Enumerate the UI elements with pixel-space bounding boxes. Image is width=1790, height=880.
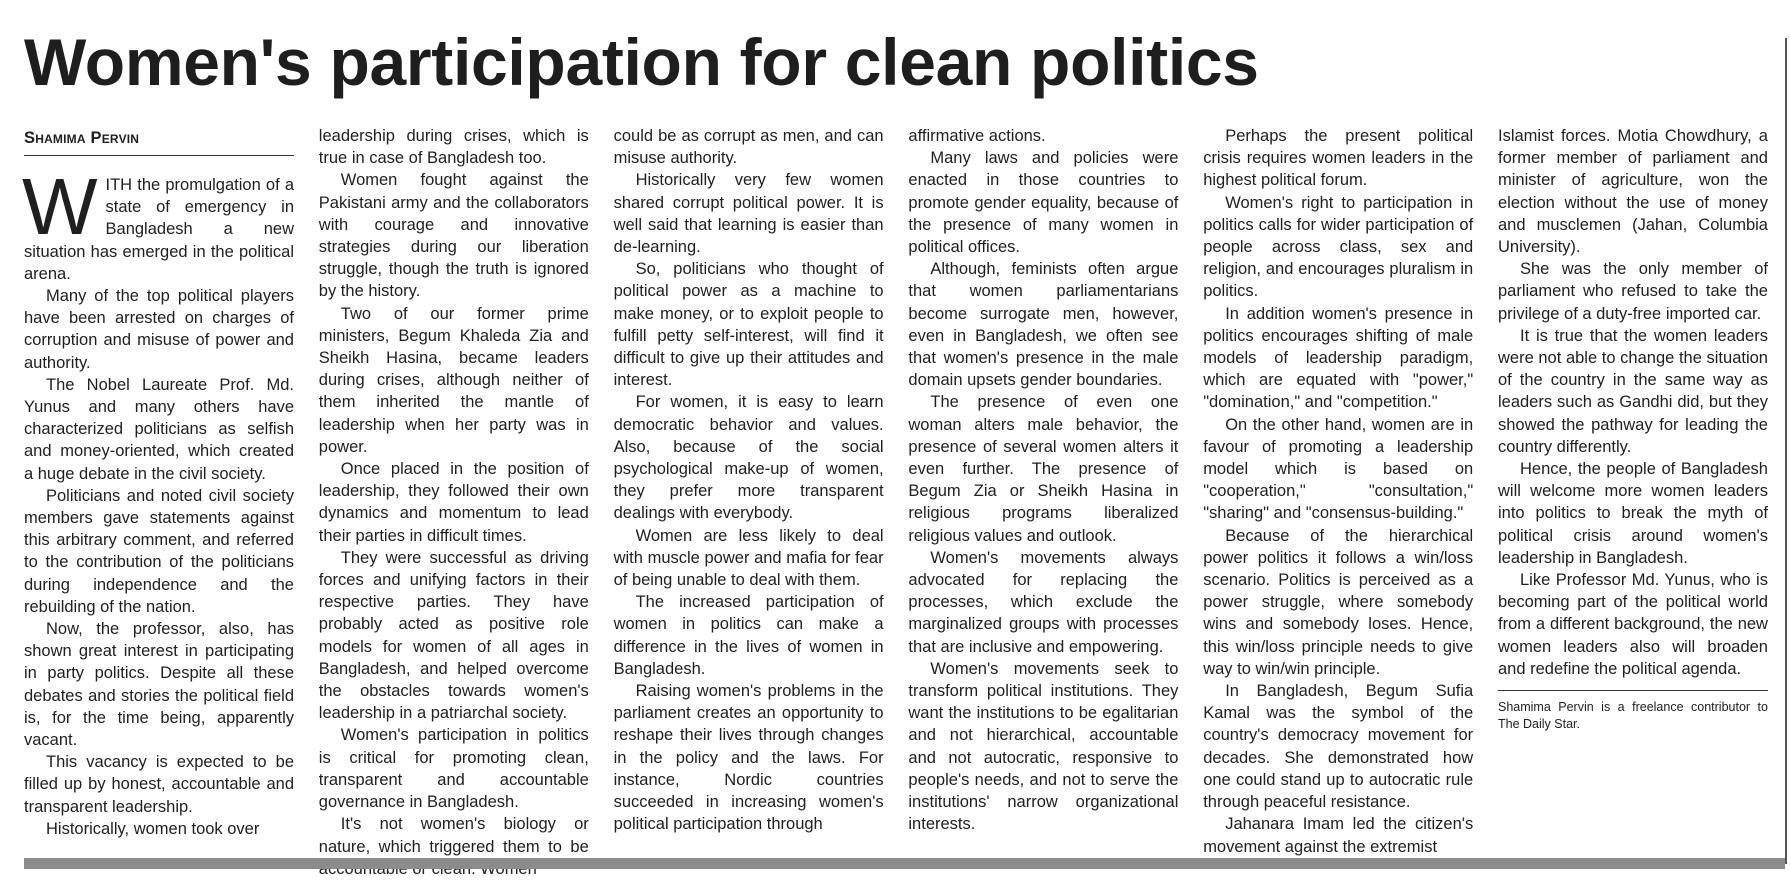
paragraph: Women are less likely to deal with muscle power and mafia for fear of being unable to deal with them. (613, 526, 884, 590)
column-4 (908, 125, 1178, 880)
paragraph: In Bangladesh, Begum Sufia Kamal was the symbol of the country's democracy movement for decades. She demonstrated how one could stand up to autocratic rule through peaceful resistance. (1203, 682, 1474, 812)
paragraph: They were successful as driving forces and unifying factors in their respective parties. They have probably acted as positive role models for women of all ages in Bangladesh, and helped overcome the obstacles towards women's leadership in a patriarchal society. (318, 548, 589, 723)
paragraph-continuation: Islamist forces. Motia Chowdhury, a former member of parliament and minister of agriculture, won the election without the use of money and musclemen (Jahan, Columbia University). (1497, 127, 1768, 257)
paragraph: Women's right to participation in politics calls for wider participation of people across class, sex and religion, and encourages pluralism in politics. (1203, 193, 1474, 301)
paragraph: Perhaps the present political crisis requires women leaders in the highest political forum. (1203, 127, 1474, 190)
paragraph: Many of the top political players have been arrested on charges of corruption and misuse of power and authority. (24, 287, 294, 372)
paragraph: Although, feminists often argue that women parliamentarians become surrogate men, however, even in Bangladesh, we often see that women's presence in the male domain upsets gender boundaries. (908, 260, 1179, 390)
headline: Women's participation for clean politics (24, 25, 1259, 99)
article-body (22, 125, 1768, 856)
paragraph: Jahanara Imam led the citizen's movement against the extremist (1203, 815, 1474, 856)
paragraph: For women, it is easy to learn democratic behavior and values. Also, because of the social psychological make-up of women, they prefer more transparent dealings with everybody. (613, 393, 884, 523)
byline: Shamima Pervin (24, 125, 294, 156)
column-3 (614, 125, 884, 880)
paragraph: It's not women's biology or nature, which triggered them to be (318, 815, 589, 856)
paragraph: The increased participation of women in politics can make a difference in the lives of women in Bangladesh. (613, 593, 884, 678)
paragraph: On the other hand, women are in favour of promoting a leadership model which is based on "cooperation," "consultation," "sharing" and "consensus-building." (1203, 415, 1474, 523)
paragraph: It is true that the women leaders were not able to change the situation of the country in the same way as leaders such as Gandhi did, but they showed the pathway for leading the country differently. (1497, 326, 1768, 456)
column-rule (1785, 38, 1787, 864)
paragraph: Raising women's problems in the parliament creates an opportunity to reshape their lives through changes in the policy and the laws. For instance, Nordic countries succeeded in increasing women's political participation through (613, 682, 884, 834)
paragraph: Many laws and policies were enacted in those countries to promote gender equality, because of the presence of many women in political offices. (908, 149, 1179, 257)
lead-text: ITH the promulgation of a state of emergency in Bangladesh a new situation has emerged in the political arena. (24, 176, 294, 283)
paragraph: Women's movements seek to transform political institutions. They want the institutions to be egalitarian and not hierarchical, accountable and not autocratic, responsive to people's needs, and not to serve the institutions' narrow organizational interests. (908, 659, 1179, 834)
paragraph: Now, the professor, also, has shown great interest in participating in party politics. Despite all these debates and stories the political field is, for the time being, apparently vacant. (24, 620, 294, 750)
paragraph: In addition women's presence in politics encourages shifting of male models of leadership paradigm, which are equated with "power," "domination," and "competition." (1203, 304, 1474, 412)
paragraph: Like Professor Md. Yunus, who is becoming part of the political world from a different background, the new women leaders also will broaden and redefine the political agenda. (1497, 571, 1768, 678)
column-2 (319, 125, 589, 880)
lead-paragraph (22, 162, 294, 285)
paragraph: Women's participation in politics is critical for promoting clean, transparent and accountable governance in Bangladesh. (318, 726, 589, 812)
drop-cap: W (22, 162, 98, 251)
paragraph: The presence of even one woman alters male behavior, the presence of several women alters it even further. The presence of Begum Zia or Sheikh Hasina in religious programs liberalized religious values and outlook. (908, 393, 1179, 545)
paragraph: So, politicians who thought of political power as a machine to make money, or to exploit people to fulfill petty self-interest, will find it difficult to give up their attitudes and interest. (613, 260, 884, 390)
column-5 (1203, 125, 1473, 880)
paragraph-continuation: leadership during crises, which is true in case of Bangladesh too. (318, 127, 589, 168)
author-note: Shamima Pervin is a freelance contributor to The Daily Star. (1497, 700, 1768, 732)
paragraph: Women's movements always advocated for replacing the processes, which exclude the marginalized groups with processes that are inclusive and empowering. (908, 548, 1179, 656)
paragraph-continuation: could be as corrupt as men, and can misuse authority. (613, 127, 884, 168)
column-6 (1498, 125, 1768, 880)
paragraph: Hence, the people of Bangladesh will welcome more women leaders into politics to break the myth of political crisis around women's leadership in Bangladesh. (1497, 460, 1768, 567)
paragraph: Once placed in the position of leadership, they followed their own dynamics and momentum to lead their parties in difficult times. (318, 460, 589, 545)
paragraph: Two of our former prime ministers, Begum Khaleda Zia and Sheikh Hasina, became leaders during crises, although neither of them inherited the mantle of leadership when her party was in power. (318, 304, 589, 456)
paragraph: Historically, women took over (46, 819, 260, 838)
paragraph: Because of the hierarchical power politics it follows a win/loss scenario. Politics is perceived as a power struggle, where somebody wins and somebody loses. Hence, this win/loss principle needs to give way to win/win principle. (1203, 526, 1474, 678)
paragraph: She was the only member of parliament who refused to take the privilege of a duty-free imported car. (1497, 260, 1768, 323)
divider (1498, 690, 1768, 691)
paragraph: Women fought against the Pakistani army and the collaborators with courage and innovative strategies during our liberation struggle, though the truth is ignored by the history. (318, 171, 589, 301)
paragraph-continuation: affirmative actions. (908, 127, 1046, 145)
paragraph: Politicians and noted civil society members gave statements against this arbitrary comment, and referred to the contribution of the politicians during independence and the rebuilding of the nation. (24, 486, 294, 616)
paragraph: Historically very few women shared corrupt political power. It is well said that learning is easier than de-learning. (613, 171, 884, 257)
paragraph: The Nobel Laureate Prof. Md. Yunus and many others have characterized politicians as selfish and money-oriented, which created a huge debate in the civil society. (24, 375, 294, 483)
bottom-band (24, 858, 1785, 869)
column-1 (24, 125, 294, 880)
paragraph: This vacancy is expected to be filled up by honest, accountable and transparent leadership. (24, 753, 294, 816)
